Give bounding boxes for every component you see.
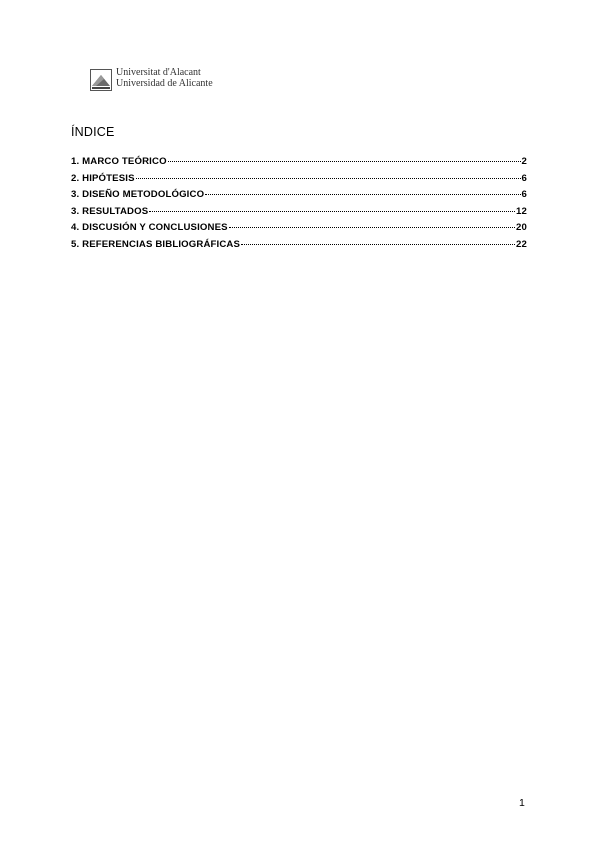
toc-dot-leader xyxy=(136,178,521,179)
institution-name-line-2: Universidad de Alicante xyxy=(116,77,213,89)
table-of-contents xyxy=(71,156,527,255)
toc-entry-referencias[interactable] xyxy=(71,239,527,256)
toc-dot-leader xyxy=(229,227,515,228)
toc-dot-leader xyxy=(149,211,515,212)
toc-entry-discusion-conclusiones[interactable] xyxy=(71,222,527,239)
toc-entry-page: 12 xyxy=(516,205,527,217)
toc-entry-hipotesis[interactable] xyxy=(71,173,527,190)
toc-dot-leader xyxy=(168,161,521,162)
toc-entry-label: 3. RESULTADOS xyxy=(71,205,149,217)
toc-entry-label: 3. DISEÑO METODOLÓGICO xyxy=(71,189,205,200)
index-title: ÍNDICE xyxy=(71,125,115,139)
institution-name xyxy=(116,68,213,89)
toc-entry-page: 6 xyxy=(521,189,527,200)
toc-entry-diseno-metodologico[interactable] xyxy=(71,189,527,206)
toc-dot-leader xyxy=(241,244,515,245)
institution-name-line-1: Universitat d'Alacant xyxy=(116,67,201,78)
toc-dot-leader xyxy=(205,194,520,195)
toc-entry-page: 22 xyxy=(516,238,527,250)
toc-entry-marco-teorico[interactable] xyxy=(71,156,527,173)
page-number: 1 xyxy=(519,797,525,809)
toc-entry-label: 4. DISCUSIÓN Y CONCLUSIONES xyxy=(71,222,228,233)
toc-entry-page: 2 xyxy=(521,156,527,167)
toc-entry-label: 2. HIPÓTESIS xyxy=(71,172,135,184)
university-logo xyxy=(90,68,213,91)
toc-entry-page: 6 xyxy=(521,172,527,184)
toc-entry-page: 20 xyxy=(516,222,527,233)
toc-entry-label: 1. MARCO TEÓRICO xyxy=(71,156,167,167)
toc-entry-resultados[interactable] xyxy=(71,206,527,223)
university-crest-icon xyxy=(90,69,112,91)
toc-entry-label: 5. REFERENCIAS BIBLIOGRÁFICAS xyxy=(71,238,241,250)
